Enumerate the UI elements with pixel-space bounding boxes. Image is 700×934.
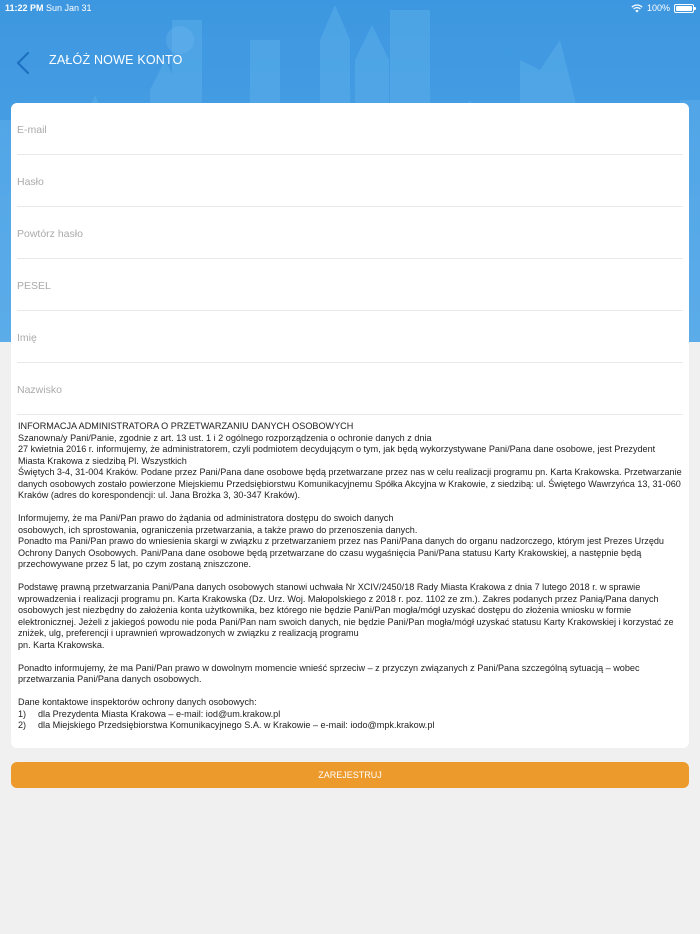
email-input[interactable] [17,103,683,154]
registration-card [11,103,689,748]
page-title: ZAŁÓŻ NOWE KONTO [49,53,183,67]
data-processing-info [18,421,682,732]
repeat-password-input[interactable] [17,207,683,258]
password-input[interactable] [17,155,683,206]
last-name-field [17,363,683,415]
info-paragraph: Szanowna/y Pani/Panie, zgodnie z art. 13 ust. 1 i 2 ogólnego rozporządzenia o ochronie danych z dnia 27 kwietnia 2016 r. informujemy, że administratorem, czyli podmiotem decydującym o tym, jak będą wykorzystywane Pani/Pana dane osobowe, jest Prezydent Miasta Krakowa z siedzibą Pl. Wszystkich Świętych 3-4, 31-004 Kraków. Podane przez Pani/Pana dane osobowe będą przetwarzane przez nas w celu realizacji programu pn. Karta Krakowska. Przetwarzanie danych osobowych zostało powierzone Miejskiemu Przedsiębiorstwu Komunikacyjnemu Spółka Akcyjna w Krakowie, z siedzibą: ul. Świętego Wawrzyńca 13, 31-060 Kraków (adres do korespondencji: ul. Jana Brożka 3, 30-347 Kraków). [18,432,682,500]
info-paragraph: Informujemy, że ma Pani/Pan prawo do żądania od administratora dostępu do swoich danych osobowych, ich sprostowania, ograniczenia przetwarzania, a także prawo do przenoszenia danych. Ponadto ma Pani/Pan prawo do wniesienia skargi w związku z przetwarzaniem przez nas Pani/Pana danych do organu nadzorczego, którym jest Prezes Urzędu Ochrony Danych Osobowych. Pani/Pana dane osobowe będą przetwarzane do czasu wygaśnięcia Pani/Pana statusu Karty Krakowskiej, a następnie będą przechowywane przez 5 lat, po czym zostaną zniszczone. [18,513,664,569]
battery-percent: 100% [646,3,670,13]
pesel-field [17,259,683,311]
contacts-section [18,697,682,732]
contact-text: dla Miejskiego Przedsiębiorstwa Komunikacyjnego S.A. w Krakowie – e-mail: iodo@mpk.krakow.pl [38,720,435,730]
chevron-left-icon[interactable] [12,50,36,76]
info-heading: INFORMACJA ADMINISTRATORA O PRZETWARZANIU DANYCH OSOBOWYCH [18,421,354,431]
status-bar [0,0,700,16]
contact-item [18,720,682,732]
navigation-bar [0,44,700,78]
contact-item [18,709,682,721]
email-field [17,103,683,155]
password-field [17,155,683,207]
repeat-password-field [17,207,683,259]
last-name-input[interactable] [17,363,683,414]
info-paragraph: Ponadto informujemy, że ma Pani/Pan prawo w dowolnym momencie wnieść sprzeciw – z przyczyn związanych z Pani/Pana szczególną sytuacją – wobec przetwarzania Pani/Pana danych osobowych. [18,662,640,684]
first-name-input[interactable] [17,311,683,362]
status-date: Sun Jan 31 [46,3,92,13]
pesel-input[interactable] [17,259,683,310]
contacts-heading: Dane kontaktowe inspektorów ochrony danych osobowych: [18,697,257,707]
status-right [631,1,694,15]
register-button[interactable]: ZAREJESTRUJ [11,762,689,788]
contact-text: dla Prezydenta Miasta Krakowa – e-mail: iod@um.krakow.pl [38,708,281,719]
first-name-field [17,311,683,363]
battery-icon [674,4,694,13]
contact-number: 1) [18,708,27,719]
contact-number: 2) [18,720,27,730]
wifi-icon [631,4,643,13]
battery-level [676,6,692,11]
info-paragraph: Podstawę prawną przetwarzania Pani/Pana danych osobowych stanowi uchwała Nr XCIV/2450/18 Rady Miasta Krakowa z dnia 7 lutego 2018 r. w sprawie wprowadzenia i realizacji programu pn. Karta Krakowska (Dz. Urz. Woj. Małopolskiego z 2018 r. poz. 1102 ze zm.). Zakres podanych przez Panią/Pana danych osobowych jest niezbędny do założenia konta użytkownika, bez którego nie będzie Pani/Pan mogła/mógł uzyskać dostępu do złożenia wniosku w formie elektronicznej. Jeżeli z jakiegoś powodu nie poda Pani/Pan nam swoich danych, nie będzie Pani/Pan mogła/mógł uzyskać statusu Karty Krakowskiej i korzystać ze zniżek, ulg, preferencji i uprawnień wprowadzonych w związku z realizacją programu pn. Karta Krakowska. [18,582,674,650]
status-time: 11:22 PM [5,3,44,13]
